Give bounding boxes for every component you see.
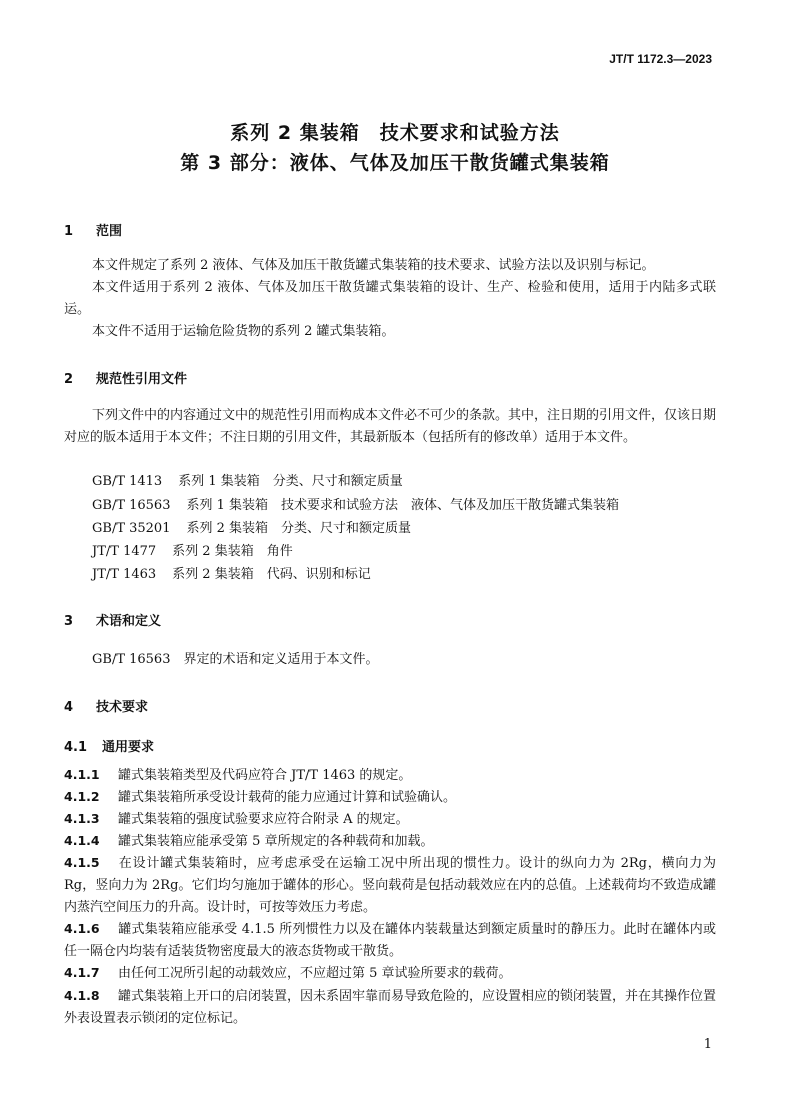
reference-title: 系列 1 集装箱 分类、尺寸和额定质量 <box>178 474 403 489</box>
reference-item <box>92 564 387 586</box>
section-title: 规范性引用文件 <box>96 372 188 387</box>
reference-code: JT/T 1463 <box>92 567 157 582</box>
clause-text: 罐式集装箱的强度试验要求应符合附录 A 的规定。 <box>118 812 409 827</box>
section-2-heading <box>64 368 187 387</box>
clause <box>64 852 716 919</box>
clause-text: 由任何工况所引起的动载效应，不应超过第 5 章试验所要求的载荷。 <box>118 966 512 981</box>
section-4-heading <box>64 696 148 715</box>
section-title: 术语和定义 <box>96 614 162 629</box>
clause-number: 4.1.2 <box>64 789 100 804</box>
paragraph: GB/T 16563 界定的术语和定义适用于本文件。 <box>92 652 379 667</box>
subsection-title: 通用要求 <box>102 740 155 755</box>
clause-text: 罐式集装箱上开口的启闭装置，因未系固牢靠而易导致危险的，应设置相应的锁闭装置，并在其操作位置外表设置表示锁闭的定位标记。 <box>64 989 717 1026</box>
clause <box>64 962 716 985</box>
reference-title: 系列 2 集装箱 分类、尺寸和额定质量 <box>186 521 412 536</box>
reference-code: GB/T 1413 <box>92 474 163 489</box>
reference-title: 系列 2 集装箱 代码、识别和标记 <box>172 567 371 582</box>
subsection-number: 4.1 <box>64 740 88 755</box>
clause-number: 4.1.4 <box>64 833 100 848</box>
reference-title: 系列 2 集装箱 角件 <box>172 544 293 559</box>
clause-text: 罐式集装箱应能承受第 5 章所规定的各种载荷和加载。 <box>118 834 434 849</box>
clause <box>64 808 716 831</box>
reference-title: 系列 1 集装箱 技术要求和试验方法 液体、气体及加压干散货罐式集装箱 <box>186 498 620 513</box>
clause-number: 4.1.7 <box>64 965 100 980</box>
reference-code: JT/T 1477 <box>92 544 157 559</box>
clause-number: 4.1.5 <box>64 855 100 870</box>
section-number: 1 <box>64 224 74 239</box>
title-line-2: 第 3 部分：液体、气体及加压干散货罐式集装箱 <box>180 152 610 174</box>
reference-item <box>92 541 309 563</box>
clause <box>64 764 716 787</box>
paragraph: 本文件规定了系列 2 液体、气体及加压干散货罐式集装箱的技术要求、试验方法以及识别与标记。 <box>92 258 655 273</box>
clause-number: 4.1.8 <box>64 988 100 1003</box>
paragraph: 本文件适用于系列 2 液体、气体及加压干散货罐式集装箱的设计、生产、检验和使用，适用于内陆多式联运。 <box>64 280 716 317</box>
clause <box>64 786 716 809</box>
clause-text: 罐式集装箱所承受设计载荷的能力应通过计算和试验确认。 <box>118 790 457 805</box>
section-title: 范围 <box>96 224 123 239</box>
reference-code: GB/T 16563 <box>92 498 171 513</box>
clause <box>64 985 716 1030</box>
paragraph: 本文件不适用于运输危险货物的系列 2 罐式集装箱。 <box>92 324 395 339</box>
section-1-heading <box>64 220 122 239</box>
reference-item <box>92 495 635 517</box>
section-number: 3 <box>64 614 74 629</box>
clause-text: 罐式集装箱类型及代码应符合 JT/T 1463 的规定。 <box>118 768 412 783</box>
reference-item <box>92 518 427 540</box>
clause-number: 4.1.1 <box>64 767 100 782</box>
section-number: 2 <box>64 372 74 387</box>
section-title: 技术要求 <box>96 700 149 715</box>
reference-item <box>92 471 419 493</box>
title-line-1: 系列 2 集装箱 技术要求和试验方法 <box>230 122 560 144</box>
section-3-heading <box>64 610 161 629</box>
page-number: 1 <box>703 1037 712 1052</box>
paragraph: 下列文件中的内容通过文中的规范性引用而构成本文件必不可少的条款。其中，注日期的引用文件，仅该日期对应的版本适用于本文件；不注日期的引用文件，其最新版本（包括所有的修改单）适用于本文件。 <box>64 408 717 445</box>
document-number: JT/T 1172.3—2023 <box>609 52 712 66</box>
clause <box>64 830 716 853</box>
clause-number: 4.1.6 <box>64 921 100 936</box>
subsection-4-1-heading <box>64 736 154 755</box>
clause-text: 在设计罐式集装箱时，应考虑承受在运输工况中所出现的惯性力。设计的纵向力为 2Rg，横向力为 Rg，竖向力为 2Rg。它们均匀施加于罐体的形心。竖向载荷是包括动载效应在内的总值。上述载荷均不致造成罐内蒸汽空间压力的升高。设计时，可按等效压力考虑。 <box>64 856 716 915</box>
reference-code: GB/T 35201 <box>92 521 171 536</box>
clause <box>64 918 716 963</box>
clause-text: 罐式集装箱应能承受 4.1.5 所列惯性力以及在罐体内装载量达到额定质量时的静压力。此时在罐体内或任一隔仓内均装有适装货物密度最大的液态货物或干散货。 <box>64 922 716 959</box>
section-number: 4 <box>64 700 74 715</box>
clause-number: 4.1.3 <box>64 811 100 826</box>
